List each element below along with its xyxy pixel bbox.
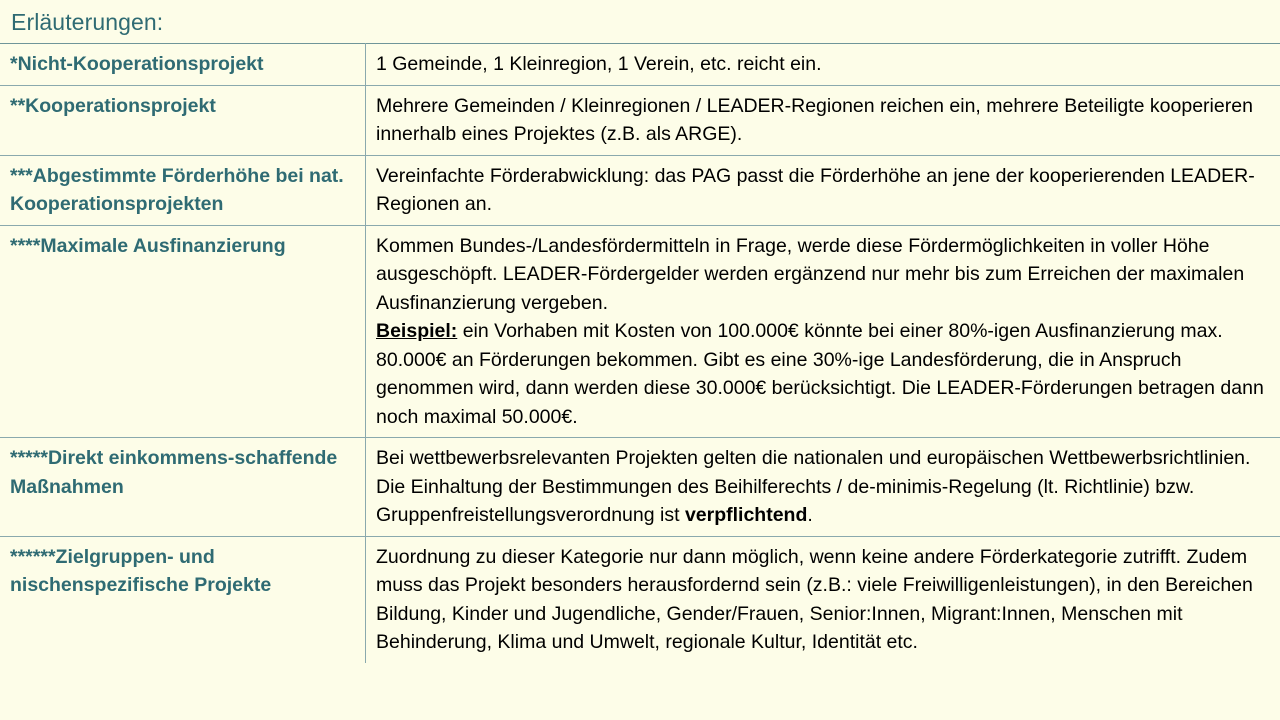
example-label: Beispiel:: [376, 320, 458, 342]
table-row: [0, 438, 1280, 537]
description-cell: [366, 225, 1280, 438]
table-row: [0, 536, 1280, 663]
table-row: [0, 44, 1280, 86]
explanations-table: [0, 43, 1280, 663]
description-end: .: [807, 504, 813, 526]
description-bold-text: verpflichtend: [684, 504, 808, 526]
page-title: Erläuterungen:: [11, 9, 164, 35]
term-cell: **Kooperationsprojekt: [0, 85, 366, 155]
description-text: Bei wettbewerbsrelevanten Projekten gelten die nationalen und europäischen Wettbewerbsrichtlinien. Die Einhaltung der Bestimmungen des Beihilferechts / de-minimis-Regelung (lt. Richtlinie) bzw. Gruppenfreistellungsverordnung ist: [376, 447, 1251, 526]
description-cell: Mehrere Gemeinden / Kleinregionen / LEADER-Regionen reichen ein, mehrere Beteiligte kooperieren innerhalb eines Projektes (z.B. als ARGE).: [366, 85, 1280, 155]
description-cell: [366, 438, 1280, 537]
table-row: [0, 85, 1280, 155]
term-cell: *Nicht-Kooperationsprojekt: [0, 44, 366, 86]
term-cell: ******Zielgruppen- und nischenspezifische Projekte: [0, 536, 366, 663]
description-cell: 1 Gemeinde, 1 Kleinregion, 1 Verein, etc. reicht ein.: [366, 44, 1280, 86]
term-cell: ****Maximale Ausfinanzierung: [0, 225, 366, 438]
table-row: [0, 155, 1280, 225]
example-text: ein Vorhaben mit Kosten von 100.000€ könnte bei einer 80%-igen Ausfinanzierung max. 80.000€ an Förderungen bekommen. Gibt es eine 30%-ige Landesförderung, die in Anspruch genommen wird, dann werden diese 30.000€ berücksichtigt. Die LEADER-Förderungen betragen dann noch maximal 50.000€.: [376, 320, 1264, 428]
description-text: Kommen Bundes-/Landesfördermitteln in Frage, werde diese Fördermöglichkeiten in voller Höhe ausgeschöpft. LEADER-Fördergelder werden ergänzend nur mehr bis zum Erreichen der maximalen Ausfinanzierung vergeben.: [376, 234, 1245, 314]
term-cell: *****Direkt einkommens-schaffende Maßnahmen: [0, 438, 366, 537]
term-cell: ***Abgestimmte Förderhöhe bei nat. Kooperationsprojekten: [0, 155, 366, 225]
table-row: [0, 225, 1280, 438]
description-cell: Zuordnung zu dieser Kategorie nur dann möglich, wenn keine andere Förderkategorie zutrifft. Zudem muss das Projekt besonders herausfordernd sein (z.B.: viele Freiwilligenleistungen), in den Bereichen Bildung, Kinder und Jugendliche, Gender/Frauen, Senior:Innen, Migrant:Innen, Menschen mit Behinderung, Klima und Umwelt, regionale Kultur, Identität etc.: [366, 536, 1280, 663]
description-cell: Vereinfachte Förderabwicklung: das PAG passt die Förderhöhe an jene der kooperierenden LEADER-Regionen an.: [366, 155, 1280, 225]
